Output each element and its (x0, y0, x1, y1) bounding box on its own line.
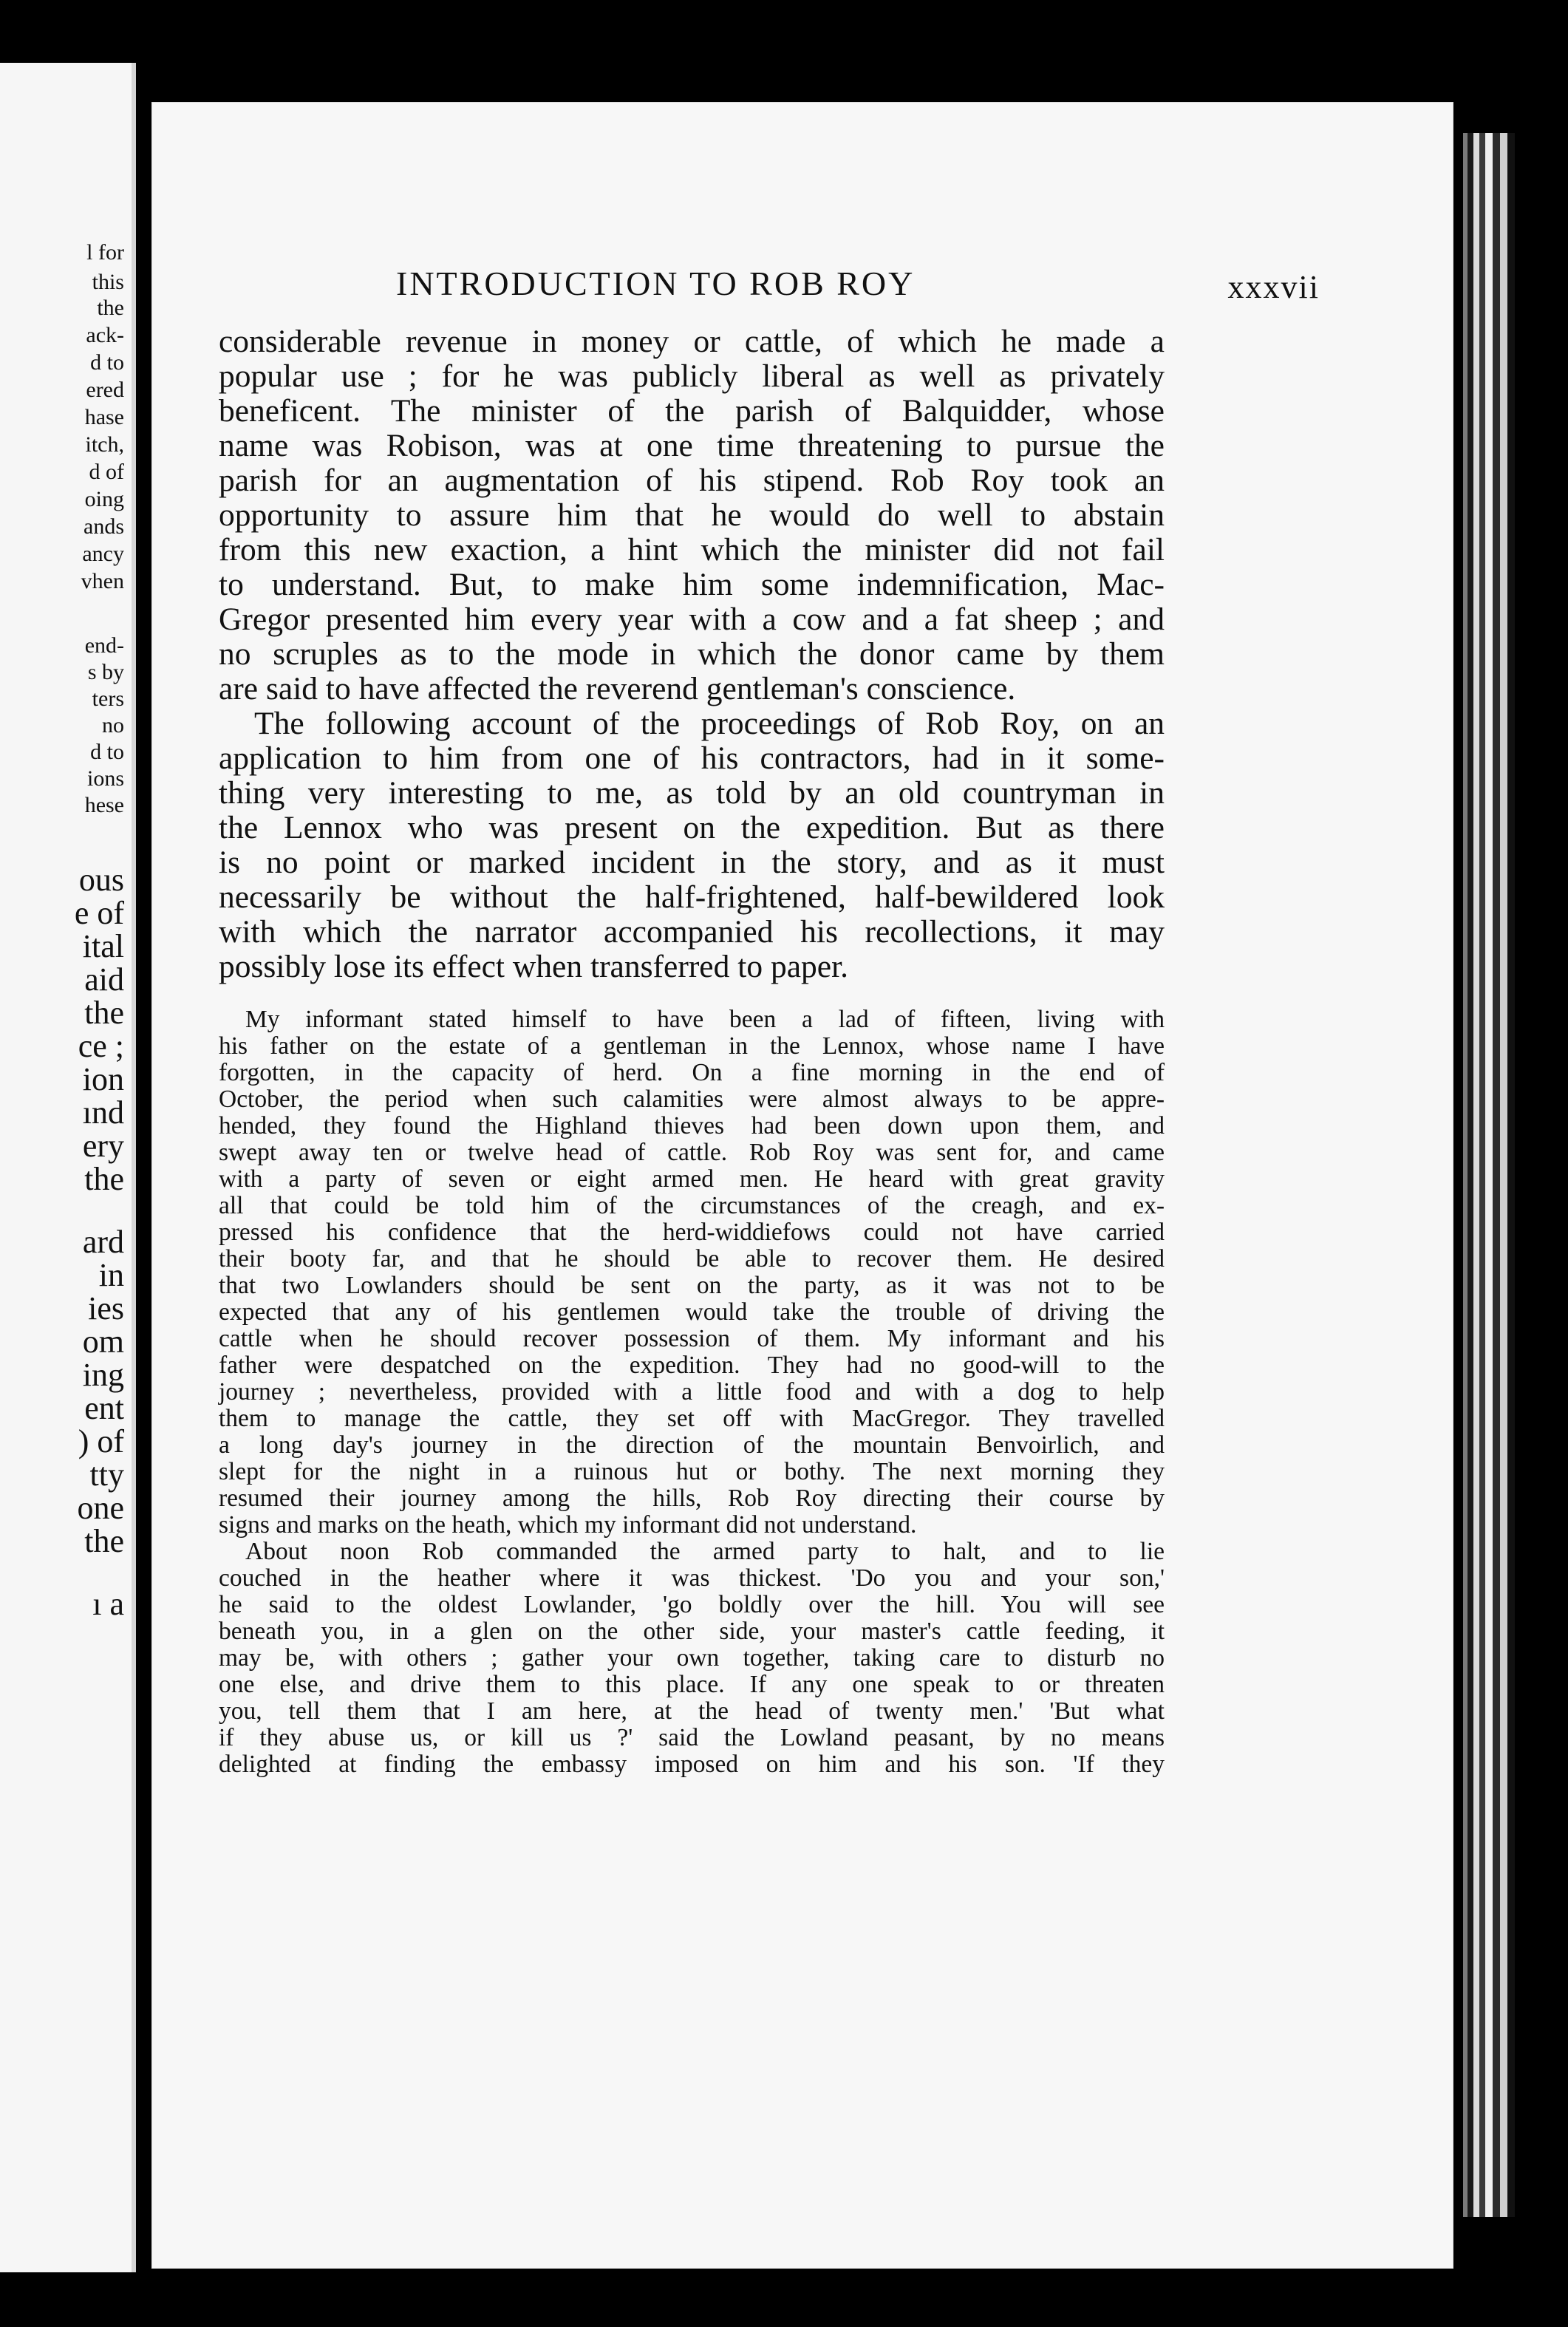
text-line: name was Robison, was at one time threatening to pursue the (219, 428, 1165, 463)
facing-page-fragment (0, 63, 136, 2272)
text-line: may be, with others ; gather your own together, taking care to disturb no (219, 1644, 1165, 1672)
text-line: My informant stated himself to have been a lad of fifteen, living with (245, 1006, 1165, 1033)
book-page (151, 102, 1453, 2269)
text-line: possibly lose its effect when transferred to paper. (219, 949, 849, 984)
facing-page-line: d of (89, 460, 124, 484)
body-paragraph (219, 706, 1165, 984)
text-line: resumed their journey among the hills, Rob Roy directing their course by (219, 1485, 1165, 1512)
facing-page-line: the (84, 995, 124, 1031)
facing-page-line: ered (86, 378, 124, 402)
running-head: INTRODUCTION TO ROB ROY (396, 265, 916, 302)
facing-page-line: ı a (92, 1586, 124, 1622)
text-line: is no point or marked incident in the story, and as it must (219, 845, 1165, 880)
facing-page-line: aid (84, 961, 124, 998)
facing-page-line: om (82, 1323, 124, 1360)
text-line: opportunity to assure him that he would do well to abstain (219, 497, 1165, 533)
text-line: parish for an augmentation of his stipend. Rob Roy took an (219, 463, 1165, 498)
facing-page-line: the (84, 1161, 124, 1197)
body-text (219, 324, 1165, 1778)
facing-page-line: s by (87, 660, 124, 684)
text-line: he said to the oldest Lowlander, 'go boldly over the hill. You will see (219, 1591, 1165, 1618)
text-line: his father on the estate of a gentleman in the Lennox, whose name I have (219, 1032, 1165, 1060)
facing-page-line: vhen (81, 569, 124, 593)
facing-page-line: tty (89, 1456, 124, 1493)
text-line: October, the period when such calamities were almost always to be appre- (219, 1086, 1165, 1113)
text-line: necessarily be without the half-frightened, half-bewildered look (219, 879, 1165, 915)
text-line: popular use ; for he was publicly liberal as well as privately (219, 358, 1165, 394)
page-number: xxxvii (1227, 269, 1320, 305)
facing-page-line: ard (82, 1224, 124, 1260)
text-line: with a party of seven or eight armed men. He heard with great gravity (219, 1165, 1165, 1193)
facing-page-line: hase (84, 405, 124, 429)
text-line: if they abuse us, or kill us ?' said the Lowland peasant, by no means (219, 1724, 1165, 1751)
text-line: About noon Rob commanded the armed party to halt, and to lie (245, 1538, 1165, 1565)
text-line: journey ; nevertheless, provided with a little food and with a dog to help (219, 1378, 1165, 1406)
text-line: them to manage the cattle, they set off with MacGregor. They travelled (219, 1405, 1165, 1432)
facing-page-line: ery (82, 1128, 124, 1164)
text-line: couched in the heather where it was thickest. 'Do you and your son,' (219, 1564, 1165, 1592)
facing-page-line: itch, (85, 432, 124, 457)
text-line: cattle when he should recover possession of them. My informant and his (219, 1325, 1165, 1352)
text-line: that two Lowlanders should be sent on the party, as it was not to be (219, 1272, 1165, 1299)
facing-page-line: one (77, 1490, 124, 1526)
text-line: hended, they found the Highland thieves had been down upon them, and (219, 1112, 1165, 1139)
facing-page-line: oing (84, 487, 124, 511)
facing-page-line: ce ; (78, 1028, 124, 1064)
text-line: all that could be told him of the circumstances of the creagh, and ex- (219, 1192, 1165, 1219)
facing-page-line: ancy (82, 542, 124, 566)
text-line: are said to have affected the reverend gentleman's conscience. (219, 671, 1016, 706)
facing-page-line: ent (84, 1390, 124, 1426)
text-line: beneficent. The minister of the parish of Balquidder, whose (219, 393, 1165, 429)
facing-page-line: ital (82, 928, 124, 964)
facing-page-line: hese (84, 793, 124, 817)
text-line: a long day's journey in the direction of the mountain Benvoirlich, and (219, 1431, 1165, 1459)
facing-page-line: ters (92, 686, 124, 711)
facing-page-line: no (102, 713, 124, 737)
facing-page-line: end- (84, 633, 124, 658)
facing-page-line: ınd (82, 1094, 124, 1131)
narrative-paragraph (219, 1539, 1165, 1778)
facing-page-line: the (97, 296, 124, 320)
text-line: pressed his confidence that the herd-widdiefows could not have carried (219, 1219, 1165, 1246)
facing-page-line: ions (86, 766, 124, 791)
body-paragraph (219, 324, 1165, 706)
facing-page-line: this (92, 270, 124, 294)
facing-page-line: d to (90, 350, 124, 375)
text-line: you, tell them that I am here, at the head of twenty men.' 'But what (219, 1697, 1165, 1725)
facing-page-line: ous (78, 862, 124, 898)
facing-page-line: d to (90, 740, 124, 764)
text-line: no scruples as to the mode in which the donor came by them (219, 636, 1165, 672)
text-line: the Lennox who was present on the expedition. But as there (219, 810, 1165, 845)
facing-page-line: the (84, 1523, 124, 1559)
text-line: beneath you, in a glen on the other side, your master's cattle feeding, it (219, 1618, 1165, 1645)
text-line: thing very interesting to me, as told by an old countryman in (219, 775, 1165, 811)
page-header (152, 264, 1453, 316)
facing-page-line: ing (82, 1357, 124, 1393)
text-line: Gregor presented him every year with a cow and a fat sheep ; and (219, 602, 1165, 637)
text-line: father were despatched on the expedition. They had no good-will to the (219, 1352, 1165, 1379)
text-line: with which the narrator accompanied his recollections, it may (219, 914, 1165, 950)
text-line: expected that any of his gentlemen would take the trouble of driving the (219, 1298, 1165, 1326)
facing-page-line: e of (74, 895, 124, 931)
facing-page-line: ands (83, 514, 124, 539)
text-line: swept away ten or twelve head of cattle. Rob Roy was sent for, and came (219, 1139, 1165, 1166)
text-line: their booty far, and that he should be able to recover them. He desired (219, 1245, 1165, 1272)
facing-page-line: in (98, 1257, 124, 1293)
text-line: to understand. But, to make him some indemnification, Mac- (219, 567, 1165, 602)
text-line: application to him from one of his contractors, had in it some- (219, 740, 1165, 776)
text-line: one else, and drive them to this place. If any one speak to or threaten (219, 1671, 1165, 1698)
text-line: forgotten, in the capacity of herd. On a fine morning in the end of (219, 1059, 1165, 1086)
facing-page-line: ies (88, 1290, 124, 1326)
facing-page-line: ) of (78, 1423, 124, 1459)
text-line: delighted at finding the embassy imposed on him and his son. 'If they (219, 1751, 1165, 1778)
text-line: from this new exaction, a hint which the minister did not fail (219, 532, 1165, 568)
facing-page-line: ion (82, 1061, 124, 1097)
facing-page-line: l for (86, 240, 124, 265)
narrative-paragraph (219, 1006, 1165, 1539)
text-line: slept for the night in a ruinous hut or bothy. The next morning they (219, 1458, 1165, 1485)
text-line: The following account of the proceedings of Rob Roy, on an (254, 706, 1165, 741)
text-line: signs and marks on the heath, which my informant did not understand. (219, 1511, 917, 1539)
facing-page-line: ack- (86, 323, 124, 347)
page-edges (1463, 133, 1515, 2217)
text-line: considerable revenue in money or cattle, of which he made a (219, 324, 1165, 359)
